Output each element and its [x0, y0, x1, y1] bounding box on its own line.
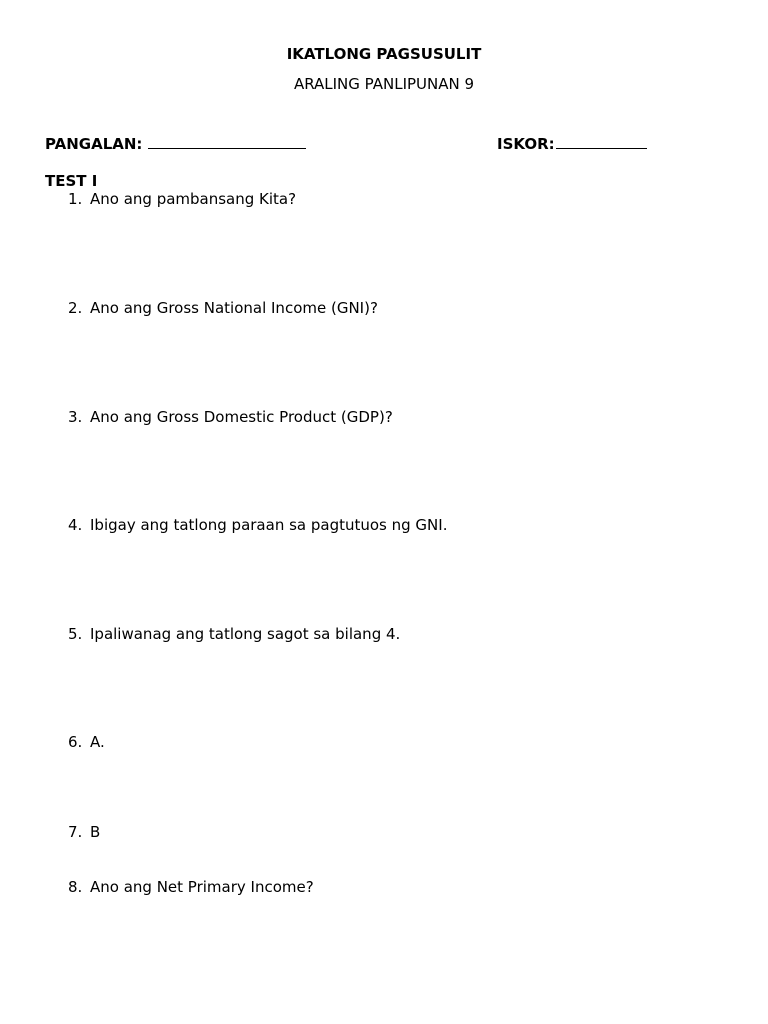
score-blank-line[interactable] — [556, 147, 647, 149]
name-label: PANGALAN: — [45, 135, 143, 153]
question-number: 5. — [68, 625, 83, 643]
question-number: 8. — [68, 878, 83, 896]
name-field — [45, 135, 306, 153]
question-number: 2. — [68, 299, 83, 317]
question-text: Ano ang Gross National Income (GNI)? — [90, 299, 378, 317]
question-text: Ano ang Gross Domestic Product (GDP)? — [90, 408, 393, 426]
score-field — [497, 135, 647, 153]
name-blank-line[interactable] — [148, 147, 306, 149]
section-heading: TEST I — [45, 172, 98, 190]
question-text: Ano ang pambansang Kita? — [90, 190, 297, 208]
question-number: 7. — [68, 823, 83, 841]
question-number: 4. — [68, 516, 83, 534]
question-number: 3. — [68, 408, 83, 426]
page-title: IKATLONG PAGSUSULIT — [286, 45, 482, 63]
score-label: ISKOR: — [497, 135, 555, 153]
question-text: A. — [90, 733, 105, 751]
question-number: 6. — [68, 733, 83, 751]
question-number: 1. — [68, 190, 83, 208]
page-subtitle: ARALING PANLIPUNAN 9 — [293, 75, 475, 93]
question-text: B — [90, 823, 101, 841]
question-text: Ibigay ang tatlong paraan sa pagtutuos ng GNI. — [90, 516, 448, 534]
question-text: Ipaliwanag ang tatlong sagot sa bilang 4. — [90, 625, 401, 643]
question-text: Ano ang Net Primary Income? — [90, 878, 314, 896]
